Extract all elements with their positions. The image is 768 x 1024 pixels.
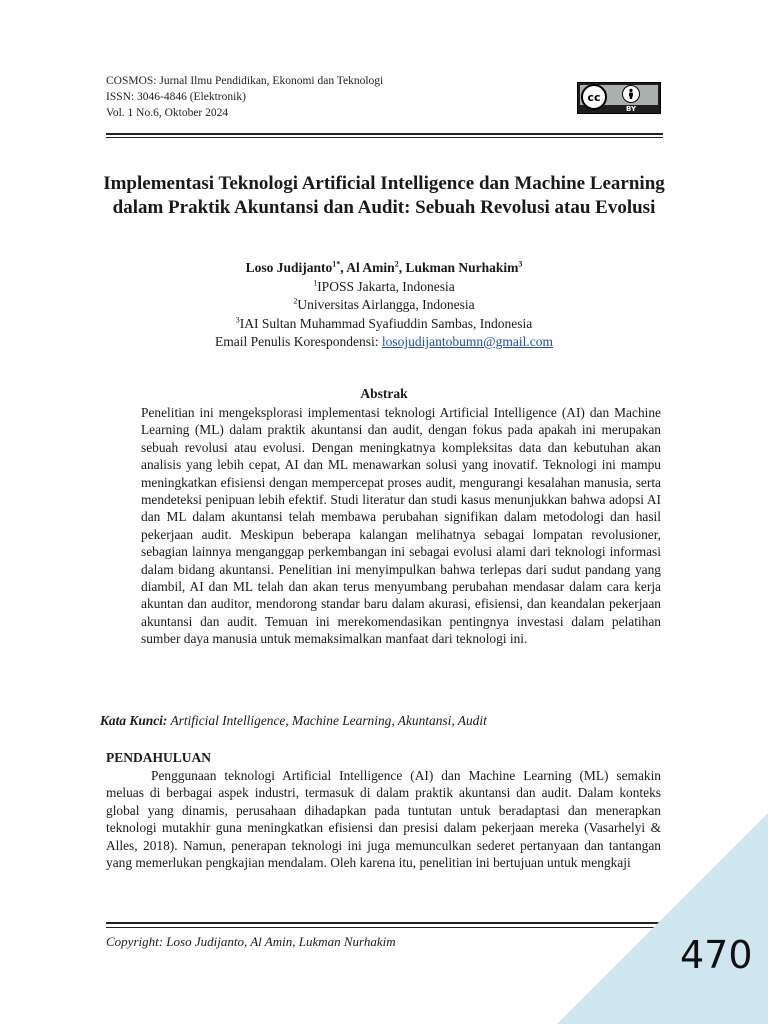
author-1: Loso Judijanto — [245, 260, 333, 275]
attribution-person-icon — [622, 85, 640, 103]
keywords-text: Artificial Intelligence, Machine Learning, Akuntansi, Audit — [167, 713, 487, 728]
header-rule-thin — [106, 137, 663, 138]
affiliation-3 — [100, 315, 668, 334]
affiliation-1 — [100, 278, 668, 297]
abstract-heading: Abstrak — [360, 386, 408, 401]
section-heading-introduction: PENDAHULUAN — [106, 750, 212, 765]
affiliation-1-text: IPOSS Jakarta, Indonesia — [317, 278, 455, 294]
paper-title: Implementasi Teknologi Artificial Intelligence dan Machine Learning dalam Praktik Akuntansi dan Audit: Sebuah Revolusi atau Evolusi — [103, 173, 665, 218]
journal-issn: ISSN: 3046-4846 (Elektronik) — [106, 91, 246, 103]
correspondence-line — [100, 333, 668, 352]
email-link[interactable]: losojudijantobumn@gmail.com — [381, 334, 553, 349]
page-number: 470 — [680, 933, 753, 977]
author-2: , Al Amin — [340, 260, 395, 275]
affiliation-3-mark: 3 — [235, 315, 240, 324]
corner-triangle — [557, 813, 768, 1024]
affiliation-2-text: Universitas Airlangga, Indonesia — [297, 297, 475, 312]
copyright-notice: Copyright: Loso Judijanto, Al Amin, Lukman Nurhakim — [106, 934, 396, 949]
by-label: BY — [626, 105, 637, 113]
author-3-affiliation: 3 — [518, 259, 523, 269]
journal-volume: Vol. 1 No.6, Oktober 2024 — [106, 107, 229, 119]
affiliation-1-mark: 1 — [313, 278, 318, 287]
affiliation-3-text: IAI Sultan Muhammad Syafiuddin Sambas, Indonesia — [239, 315, 533, 331]
cc-icon: cc — [581, 84, 607, 110]
email-label: Email Penulis Korespondensi: — [215, 334, 382, 349]
keywords — [100, 713, 487, 729]
author-1-affiliation: 1* — [332, 259, 341, 269]
author-list — [100, 259, 668, 278]
affiliation-2 — [100, 296, 668, 315]
journal-header — [106, 73, 383, 121]
creative-commons-by-icon — [577, 82, 661, 114]
author-3: , Lukman Nurhakim — [398, 260, 519, 275]
author-block — [100, 259, 668, 352]
author-2-affiliation: 2 — [394, 259, 399, 269]
introduction-paragraph: Penggunaan teknologi Artificial Intelligence (AI) dan Machine Learning (ML) semakin meluas di berbagai aspek industri, termasuk di dalam praktik akuntansi dan audit. Dalam konteks global yang dinamis, perusahaan dihadapkan pada tuntutan untuk beradaptasi dan menerapkan teknologi mutakhir guna meningkatkan efisiensi dan presisi dalam pekerjaan mereka (Vasarhelyi & Alles, 2018). Namun, penerapan teknologi ini juga memunculkan sederet pertanyaan dan tantangan yang memerlukan pengkajian mendalam. Oleh karena itu, penelitian ini bertujuan untuk mengkaji — [106, 768, 661, 871]
journal-name: COSMOS: Jurnal Ilmu Pendidikan, Ekonomi dan Teknologi — [106, 75, 384, 87]
abstract-text: Penelitian ini mengeksplorasi implementasi teknologi Artificial Intelligence (AI) dan Machine Learning (ML) dalam praktik akuntansi dan audit, dengan fokus pada apakah ini merupakan sebuah revolusi atau evolusi. Dengan meningkatnya kompleksitas data dan kebutuhan akan analisis yang lebih cepat, AI dan ML menawarkan solusi yang inovatif. Teknologi ini mampu meningkatkan efisiensi dengan mempercepat proses audit, mengurangi kesalahan manusia, serta mendeteksi penipuan lebih efektif. Studi literatur dan studi kasus menunjukkan bahwa adopsi AI dan ML dalam akuntansi telah membawa perubahan signifikan dalam metodologi dan hasil pekerjaan audit. Meskipun beberapa kalangan melihatnya sebagai lompatan revolusioner, sebagian lainnya menganggap perkembangan ini sebagai evolusi alami dari teknologi informasi dalam bidang akuntansi. Penelitian ini menyimpulkan bahwa terlepas dari sudut pandang yang diambil, AI dan ML telah dan akan terus menyumbang perubahan mendasar dalam cara kerja akuntan dan auditor, mendorong standar baru dalam akurasi, efisiensi, dan keandalan pekerjaan akuntansi dan audit. Temuan ini merekomendasikan pentingnya investasi dalam pelatihan sumber daya manusia untuk memaksimalkan manfaat dari teknologi ini. — [141, 405, 661, 647]
keywords-label: Kata Kunci: — [100, 713, 168, 728]
corner-decoration — [557, 813, 768, 1024]
header-rule-thick — [106, 133, 663, 135]
affiliation-2-mark: 2 — [293, 296, 298, 306]
